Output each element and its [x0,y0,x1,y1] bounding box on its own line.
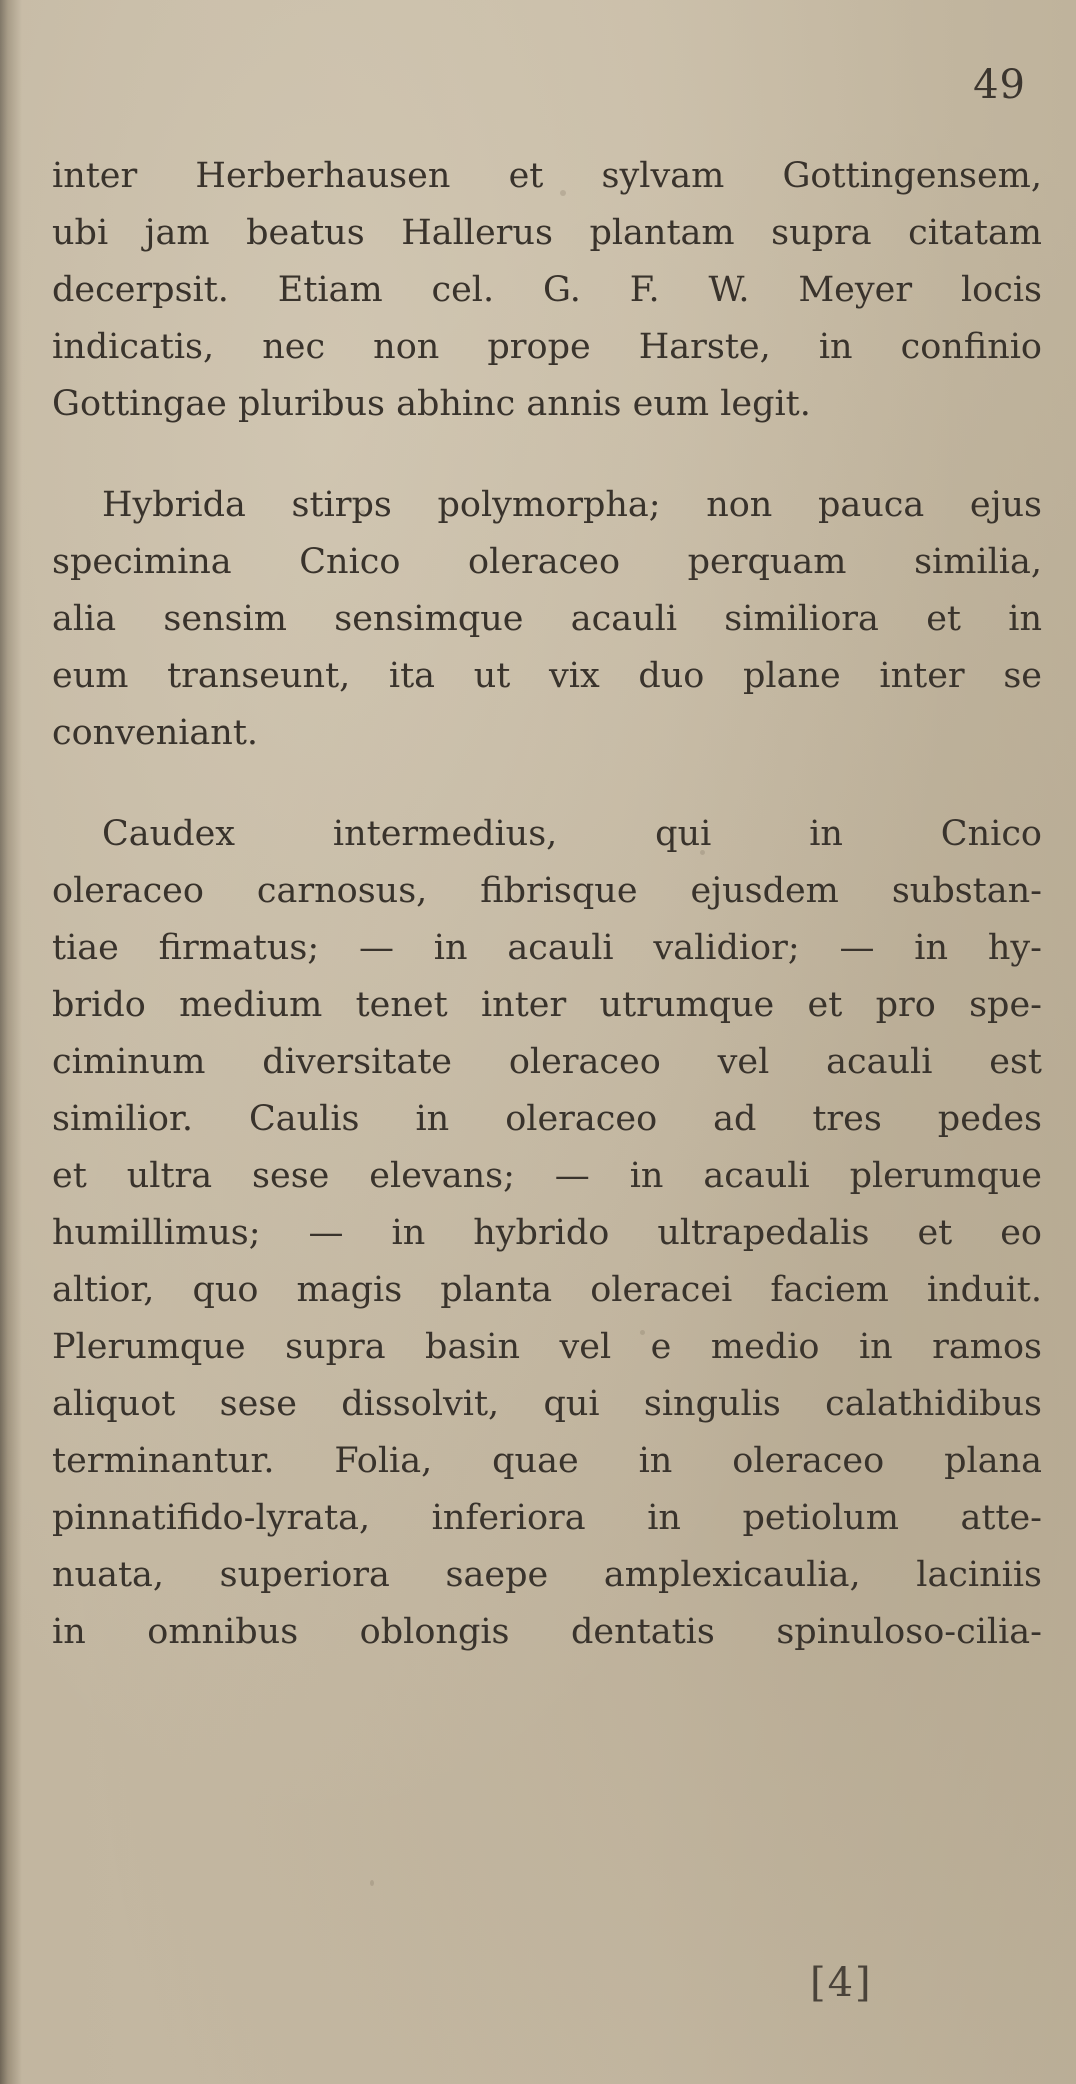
text-line: ciminum diversitate oleraceo vel acauli est [52,1042,1042,1082]
text-line: nuata, superiora saepe amplexicaulia, laciniis [52,1555,1042,1595]
text-line: brido medium tenet inter utrumque et pro spe- [52,985,1042,1025]
text-line: aliquot sese dissolvit, qui singulis calathidibus [52,1384,1042,1424]
text-line: indicatis, nec non prope Harste, in confinio [52,327,1042,367]
text-line: et ultra sese elevans; — in acauli plerumque [52,1156,1042,1196]
text-line: specimina Cnico oleraceo perquam similia, [52,542,1042,582]
body-text [52,148,1042,1671]
text-line: Caudex intermedius, qui in Cnico [102,814,1042,854]
signature-mark: [4] [810,1960,873,2006]
text-line: Gottingae pluribus abhinc annis eum legit. [52,384,811,424]
text-line: inter Herberhausen et sylvam Gottingensem, [52,156,1042,196]
text-line: tiae firmatus; — in acauli validior; — in hy- [52,928,1042,968]
paragraph-1 [52,148,1042,433]
text-line: in omnibus oblongis dentatis spinuloso-cilia- [52,1612,1042,1652]
paper-speck [370,1880,374,1886]
text-line: decerpsit. Etiam cel. G. F. W. Meyer locis [52,270,1042,310]
text-line: alia sensim sensimque acauli similiora et in [52,599,1042,639]
paragraph-2 [52,477,1042,762]
text-line: pinnatifido-lyrata, inferiora in petiolum atte- [52,1498,1042,1538]
paragraph-gap [52,443,1042,477]
text-line: similior. Caulis in oleraceo ad tres pedes [52,1099,1042,1139]
text-line: oleraceo carnosus, fibrisque ejusdem substan- [52,871,1042,911]
paragraph-gap [52,772,1042,806]
text-line: humillimus; — in hybrido ultrapedalis et eo [52,1213,1042,1253]
text-line: eum transeunt, ita ut vix duo plane inter se [52,656,1042,696]
text-line: altior, quo magis planta oleracei faciem induit. [52,1270,1042,1310]
text-line: conveniant. [52,713,259,753]
text-line: Hybrida stirps polymorpha; non pauca ejus [102,485,1042,525]
page-number: 49 [973,62,1026,108]
paragraph-3 [52,806,1042,1661]
text-line: ubi jam beatus Hallerus plantam supra citatam [52,213,1042,253]
text-line: terminantur. Folia, quae in oleraceo plana [52,1441,1042,1481]
text-line: Plerumque supra basin vel e medio in ramos [52,1327,1042,1367]
